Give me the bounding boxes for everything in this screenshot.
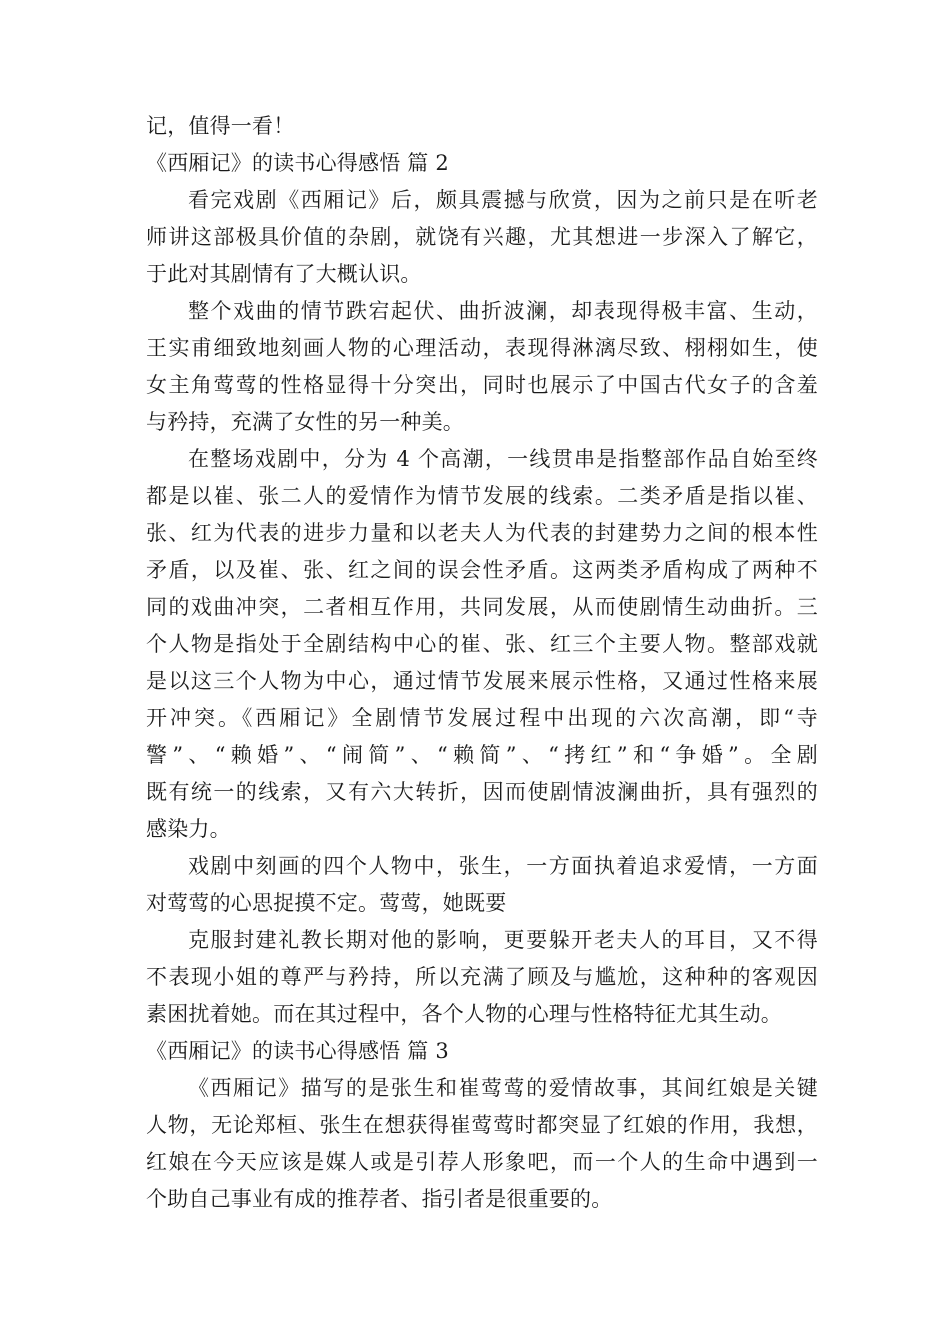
text-line: 王实甫细致地刻画人物的心理活动，表现得淋漓尽致、栩栩如生，使 — [146, 336, 818, 360]
text-line: 个助自己事业有成的推荐者、指引者是很重要的。 — [146, 1187, 613, 1211]
text-line: 警”、“赖婚”、“闹简”、“赖简”、“拷红”和“争婚”。全剧 — [146, 743, 818, 767]
paragraph — [146, 293, 818, 441]
text-line: 同的戏曲冲突，二者相互作用，共同发展，从而使剧情生动曲折。三 — [146, 595, 818, 619]
paragraph — [146, 108, 818, 145]
paragraph — [146, 441, 818, 848]
heading-line: 《西厢记》的读书心得感悟 篇 3 — [146, 1039, 449, 1063]
text-line: 于此对其剧情有了大概认识。 — [146, 262, 422, 286]
paragraph — [146, 922, 818, 1033]
text-line: 女主角莺莺的性格显得十分突出，同时也展示了中国古代女子的含羞 — [146, 373, 818, 397]
text-line: 整个戏曲的情节跌宕起伏、曲折波澜，却表现得极丰富、生动， — [188, 299, 818, 323]
text-line: 是以这三个人物为中心，通过情节发展来展示性格，又通过性格来展 — [146, 669, 818, 693]
text-line: 不表现小姐的尊严与矜持，所以充满了顾及与尴尬，这种种的客观因 — [146, 965, 818, 989]
text-line: 个人物是指处于全剧结构中心的崔、张、红三个主要人物。整部戏就 — [146, 632, 818, 656]
text-line: 克服封建礼教长期对他的影响，更要躲开老夫人的耳目，又不得 — [188, 928, 818, 952]
text-line: 素困扰着她。而在其过程中，各个人物的心理与性格特征尤其生动。 — [146, 1002, 782, 1026]
text-line: 感染力。 — [146, 817, 231, 841]
text-line: 对莺莺的心思捉摸不定。莺莺，她既要 — [146, 891, 507, 915]
document-body — [146, 108, 818, 1218]
text-line: 人物，无论郑桓、张生在想获得崔莺莺时都突显了红娘的作用，我想， — [146, 1113, 818, 1137]
text-line: 在整场戏剧中，分为 4 个高潮，一线贯串是指整部作品自始至终 — [188, 447, 818, 471]
text-line: 戏剧中刻画的四个人物中，张生，一方面执着追求爱情，一方面 — [188, 854, 818, 878]
text-line: 矛盾，以及崔、张、红之间的误会性矛盾。这两类矛盾构成了两种不 — [146, 558, 818, 582]
text-line: 开冲突。《西厢记》全剧情节发展过程中出现的六次高潮，即“寺 — [146, 706, 818, 730]
paragraph — [146, 182, 818, 293]
section-heading — [146, 145, 818, 182]
section-heading — [146, 1033, 818, 1070]
text-line: 《西厢记》描写的是张生和崔莺莺的爱情故事，其间红娘是关键 — [188, 1076, 818, 1100]
paragraph — [146, 848, 818, 922]
text-line: 记，值得一看！ — [146, 114, 295, 138]
text-line: 师讲这部极具价值的杂剧，就饶有兴趣，尤其想进一步深入了解它， — [146, 225, 818, 249]
text-line: 既有统一的线索，又有六大转折，因而使剧情波澜曲折，具有强烈的 — [146, 780, 818, 804]
paragraph — [146, 1070, 818, 1218]
heading-line: 《西厢记》的读书心得感悟 篇 2 — [146, 151, 449, 175]
text-line: 看完戏剧《西厢记》后，颇具震撼与欣赏，因为之前只是在听老 — [188, 188, 818, 212]
text-line: 张、红为代表的进步力量和以老夫人为代表的封建势力之间的根本性 — [146, 521, 818, 545]
text-line: 都是以崔、张二人的爱情作为情节发展的线索。二类矛盾是指以崔、 — [146, 484, 818, 508]
text-line: 与矜持，充满了女性的另一种美。 — [146, 410, 464, 434]
text-line: 红娘在今天应该是媒人或是引荐人形象吧，而一个人的生命中遇到一 — [146, 1150, 818, 1174]
